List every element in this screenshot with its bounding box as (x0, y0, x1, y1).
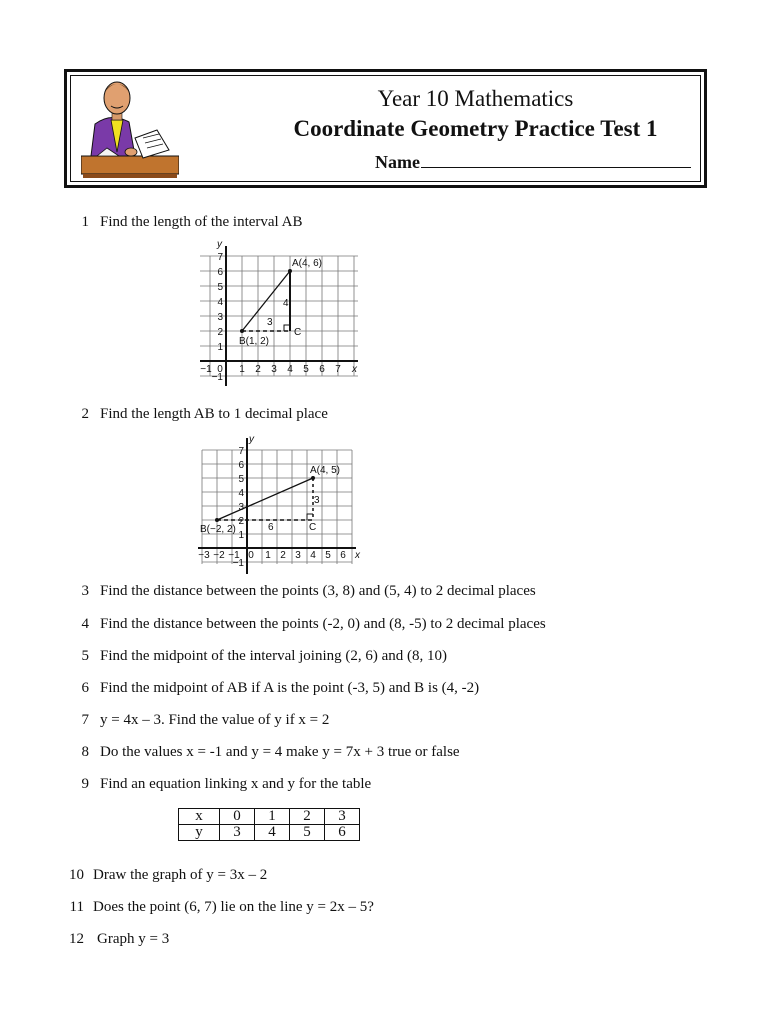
question-10 (66, 867, 267, 884)
graph-1-x-tick: −1 (200, 364, 212, 375)
question-number: 10 (69, 867, 84, 883)
graph-1-x-tick: 1 (239, 364, 245, 375)
graph-2-label-b: B(−2, 2) (200, 524, 236, 535)
question-text: Find the midpoint of the interval joining (2, 6) and (8, 10) (100, 648, 448, 664)
question-number: 5 (81, 648, 89, 664)
graph-2-length-vertical: 3 (314, 495, 320, 506)
graph-1-x-axis-label: x (352, 364, 357, 375)
table-cell: 1 (255, 809, 290, 825)
table-cell: 3 (325, 809, 360, 825)
graph-2-y-tick: 3 (238, 502, 244, 513)
graph-2-x-tick: 0 (248, 550, 254, 561)
graph-2-x-tick: −1 (228, 550, 240, 561)
question-number: 2 (81, 406, 89, 422)
graph-2-x-tick: −3 (198, 550, 210, 561)
question-9 (66, 776, 371, 793)
question-4 (66, 616, 546, 633)
graph-2-point-b (215, 518, 219, 522)
graph-1-length-horizontal: 3 (267, 317, 273, 328)
header-box (64, 69, 707, 188)
graph-2-length-horizontal: 6 (268, 522, 274, 533)
table-cell: 4 (255, 825, 290, 841)
graph-1-x-tick: 3 (271, 364, 277, 375)
graph-2-y-tick: 6 (238, 460, 244, 471)
page-subtitle: Coordinate Geometry Practice Test 1 (293, 116, 658, 141)
question-number: 1 (81, 214, 89, 230)
graph-1-point-a (288, 269, 292, 273)
question-text: Find the distance between the points (-2, 0) and (8, -5) to 2 decimal places (100, 616, 546, 632)
graph-1-y-tick: 3 (217, 312, 223, 323)
table-header-x: x (179, 809, 220, 825)
question-7 (66, 712, 329, 729)
question-text: Find the distance between the points (3, 8) and (5, 4) to 2 decimal places (100, 583, 536, 599)
question-number: 12 (69, 931, 84, 947)
table-header-y: y (179, 825, 220, 841)
question-text: y = 4x – 3. Find the value of y if x = 2 (100, 712, 330, 728)
question-number: 9 (81, 776, 89, 792)
question-number: 11 (69, 899, 84, 915)
graph-2-x-tick: −2 (213, 550, 225, 561)
question-number: 6 (81, 680, 89, 696)
question-text: Do the values x = -1 and y = 4 make y = 7x + 3 true or false (100, 744, 460, 760)
table-cell: 6 (325, 825, 360, 841)
question-text: Find the midpoint of AB if A is the point (-3, 5) and B is (4, -2) (100, 680, 480, 696)
name-label: Name (375, 152, 420, 172)
question-number: 4 (81, 616, 89, 632)
question-text: Does the point (6, 7) lie on the line y = 2x – 5? (93, 899, 374, 915)
question-11 (66, 899, 374, 916)
question-text: Find an equation linking x and y for the table (100, 776, 372, 792)
table-cell: 2 (290, 809, 325, 825)
graph-2-x-tick: 5 (325, 550, 331, 561)
graph-1-x-tick: 0 (217, 364, 223, 375)
graph-1-y-tick: 5 (217, 282, 223, 293)
graph-2-y-tick: 5 (238, 474, 244, 485)
graph-1-x-tick: 6 (319, 364, 325, 375)
question-number: 8 (81, 744, 89, 760)
page-title: Year 10 Mathematics (377, 86, 574, 111)
graph-1-x-tick: 7 (335, 364, 341, 375)
question-6 (66, 680, 479, 697)
graph-1-y-axis-label: y (217, 239, 222, 250)
graph-1-y-tick: 2 (217, 327, 223, 338)
question-text: Graph y = 3 (97, 931, 170, 947)
graph-1-y-tick: −1 (211, 372, 223, 383)
graph-1-grid (200, 256, 358, 376)
graph-2-y-tick: −1 (232, 558, 244, 569)
graph-1-label-a: A(4, 6) (292, 258, 323, 269)
graph-1-x-tick: 4 (287, 364, 293, 375)
question-12 (66, 931, 169, 948)
graph-1-point-b (240, 329, 244, 333)
graph-2-x-tick: 3 (295, 550, 301, 561)
name-line[interactable] (421, 153, 691, 168)
graph-2-label-a: A(4, 5) (310, 465, 341, 476)
question-8 (66, 744, 460, 761)
graph-2-y-tick: 2 (238, 516, 244, 527)
graph-1-y-tick: 6 (217, 267, 223, 278)
question-text: Find the length of the interval AB (100, 214, 303, 230)
graph-2-x-tick: 1 (265, 550, 271, 561)
xy-table (178, 808, 360, 841)
graph-1-y-tick: 4 (217, 297, 223, 308)
question-text: Draw the graph of y = 3x – 2 (93, 867, 268, 883)
name-field[interactable] (375, 152, 691, 173)
question-number: 3 (81, 583, 89, 599)
graph-1-label-c: C (294, 327, 302, 338)
question-text: Find the length AB to 1 decimal place (100, 406, 328, 422)
graph-1-x-tick: 5 (303, 364, 309, 375)
graph-2-y-tick: 7 (238, 446, 244, 457)
graph-2-x-tick: 2 (280, 550, 286, 561)
table-cell: 3 (220, 825, 255, 841)
graph-1-y-tick: 7 (217, 252, 223, 263)
graph-1 (196, 236, 380, 388)
graph-2-y-axis-label: y (249, 434, 254, 445)
question-number: 7 (81, 712, 89, 728)
graph-2-right-angle (307, 514, 313, 520)
table-cell: 0 (220, 809, 255, 825)
teacher-clipart-image (81, 76, 179, 180)
table-row-x (179, 809, 360, 825)
question-1 (66, 214, 302, 231)
graph-2-label-c: C (309, 522, 317, 533)
graph-1-x-tick: 2 (255, 364, 261, 375)
graph-2-segment-ab (217, 478, 313, 520)
table-cell: 5 (290, 825, 325, 841)
graph-2-x-tick: 4 (310, 550, 316, 561)
graph-2-point-a (311, 476, 315, 480)
graph-1-length-vertical: 4 (283, 298, 289, 309)
graph-2-y-tick: 4 (238, 488, 244, 499)
graph-2 (192, 430, 370, 576)
graph-2-x-tick: 6 (340, 550, 346, 561)
graph-2-y-tick: 1 (238, 530, 244, 541)
question-2 (66, 406, 328, 423)
graph-1-label-b: B(1, 2) (239, 336, 270, 347)
table-row-y (179, 825, 360, 841)
question-5 (66, 648, 447, 665)
graph-2-x-axis-label: x (355, 550, 360, 561)
graph-1-y-tick: 1 (217, 342, 223, 353)
graph-2-x-ticks (198, 550, 346, 561)
question-3 (66, 583, 536, 600)
